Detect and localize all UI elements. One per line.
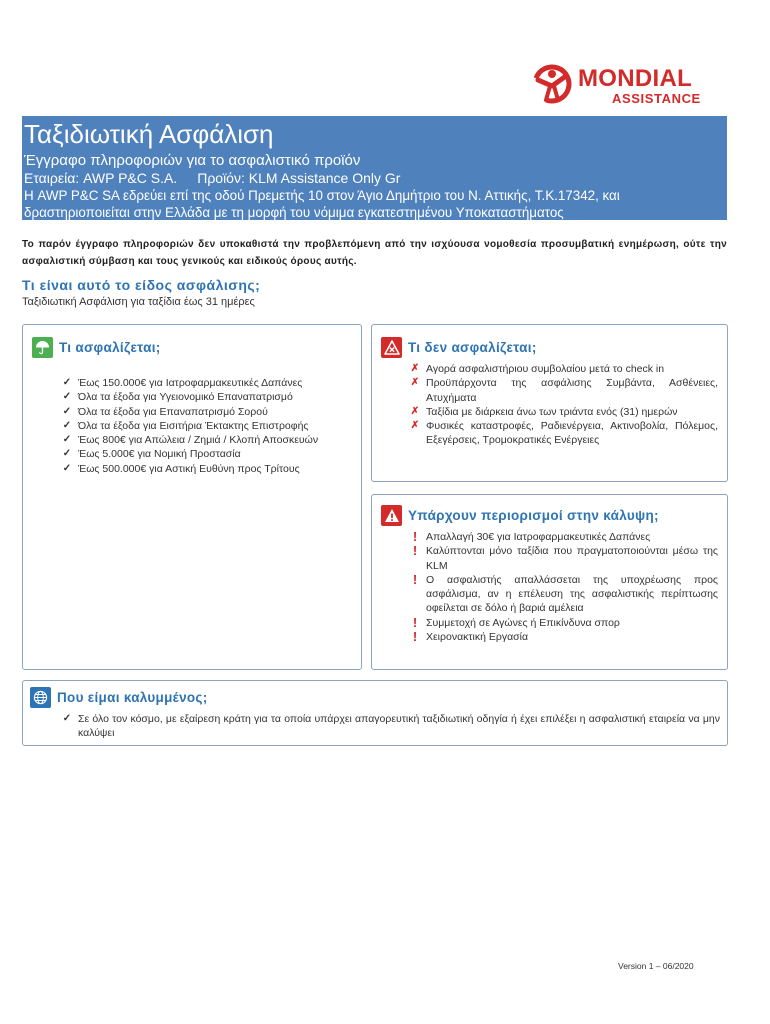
cross-icon: ✗ [410,405,420,417]
cross-icon: ✗ [410,363,420,374]
covered-item: ✓ Έως 150.000€ για Ιατροφαρμακευτικές Δαπάνες [58,376,354,390]
check-icon: ✓ [62,713,72,724]
company-name: Εταιρεία: AWP P&C S.A. [24,170,178,186]
covered-item: ✓ Έως 800€ για Απώλεια / Ζημιά / Κλοπή Αποσκευών [58,433,354,447]
title-banner [22,116,727,220]
insurance-type-heading: Τι είναι αυτό το είδος ασφάλισης; [22,277,261,293]
covered-item: ✓ Έως 5.000€ για Νομική Προστασία [58,447,354,461]
check-icon: ✓ [62,419,72,431]
logo-sub-text: ASSISTANCE [612,91,701,106]
coverage-area-header [30,687,208,708]
coverage-area-title: Που είμαι καλυμμένος; [57,690,208,705]
warning-cross-icon [381,337,402,358]
restriction-item: ! Ο ασφαλιστής απαλλάσσεται της υποχρέωσης προς ασφάλισμα, αν η επέλευση της ασφαλιστικής περίπτωσης οφείλεται σε δόλο ή βαριά αμέλεια [406,573,718,616]
cross-icon: ✗ [410,377,420,389]
exclamation-icon: ! [412,529,418,544]
exclamation-icon: ! [412,614,418,630]
exclamation-icon: ! [412,543,418,559]
not-covered-list [406,362,718,448]
umbrella-icon [32,337,53,358]
company-address: Η AWP P&C SA εδρεύει επί της οδού Πρεμετής 10 στον Άγιο Δημήτριο του Ν. Αττικής, Τ.Κ.17342, και δραστηριοποιείται στην Ελλάδα με τη μορφή του νόμιμα εγκατεστημένου Υποκαταστήματος [24,188,620,220]
check-icon: ✓ [62,391,72,403]
not-covered-title: Τι δεν ασφαλίζεται; [408,340,537,355]
version-footer: Version 1 – 06/2020 [618,961,694,971]
restriction-item: ! Καλύπτονται μόνο ταξίδια που πραγματοποιούνται μέσω της KLM [406,544,718,573]
logo-emblem-icon [528,60,576,108]
covered-title: Τι ασφαλίζεται; [59,340,161,355]
check-icon: ✓ [62,405,72,417]
check-icon: ✓ [62,462,72,474]
covered-item: ✓ Όλα τα έξοδα για Επαναπατρισμό Σορού [58,405,354,419]
page-title: Ταξιδιωτική Ασφάλιση [24,119,274,149]
restriction-item: ! Συμμετοχή σε Αγώνες ή Επικίνδυνα σπορ [406,616,718,630]
coverage-area-list [58,712,720,741]
coverage-area-item: ✓ Σε όλο τον κόσμο, με εξαίρεση κράτη για τα οποία υπάρχει απαγορευτική ταξιδιωτική οδηγία ή έχει επιλέξει η ασφαλιστική εταιρεία να μην καλύψει [58,712,720,741]
mondial-assistance-logo [528,60,728,110]
exclamation-icon: ! [412,629,418,645]
not-covered-item: ✗ Προϋπάρχοντα της ασφάλισης Συμβάντα, Ασθένειες, Ατυχήματα [406,376,718,405]
not-covered-header [381,337,537,358]
globe-icon [30,687,51,708]
page-subtitle: Έγγραφο πληροφοριών για το ασφαλιστικό προϊόν [24,152,361,169]
covered-item: ✓ Όλα τα έξοδα για Υγειονομικό Επαναπατρισμό [58,390,354,404]
restrictions-title: Υπάρχουν περιορισμοί στην κάλυψη; [408,508,659,523]
exclamation-icon: ! [412,571,418,587]
check-icon: ✓ [62,377,72,388]
check-icon: ✓ [62,448,72,460]
restrictions-header [381,505,659,526]
company-product-line [24,170,420,187]
insurance-type-answer: Ταξιδιωτική Ασφάλιση για ταξίδια έως 31 ημέρες [22,296,255,308]
restriction-item: ! Χειρονακτική Εργασία [406,630,718,644]
intro-disclaimer: Το παρόν έγγραφο πληροφοριών δεν υποκαθιστά την προβλεπόμενη από την ισχύουσα νομοθεσία προσυμβατική ενημέρωση, ούτε την ασφαλιστική σύμβαση και τους γενικούς και ειδικούς όρους αυτής. [22,239,727,267]
restriction-item: ! Απαλλαγή 30€ για Ιατροφαρμακευτικές Δαπάνες [406,530,718,544]
logo-brand-text: MONDIAL [578,65,693,92]
not-covered-item: ✗ Αγορά ασφαλιστήριου συμβολαίου μετά το check in [406,362,718,376]
not-covered-item: ✗ Ταξίδια με διάρκεια άνω των τριάντα ενός (31) ημερών [406,405,718,419]
covered-item: ✓ Έως 500.000€ για Αστική Ευθύνη προς Τρίτους [58,462,354,476]
covered-header [32,337,161,358]
check-icon: ✓ [62,434,72,446]
covered-item: ✓ Όλα τα έξοδα για Εισιτήρια Έκτακτης Επιστροφής [58,419,354,433]
cross-icon: ✗ [410,420,420,432]
warning-exclamation-icon [381,505,402,526]
restrictions-list [406,530,718,644]
product-name: Προϊόν: KLM Assistance Only Gr [197,170,401,186]
not-covered-item: ✗ Φυσικές καταστροφές, Ραδιενέργεια, Ακτινοβολία, Πόλεμος, Εξεγέρσεις, Τρομοκρατικές Ενέργειες [406,419,718,448]
covered-list [58,376,354,476]
